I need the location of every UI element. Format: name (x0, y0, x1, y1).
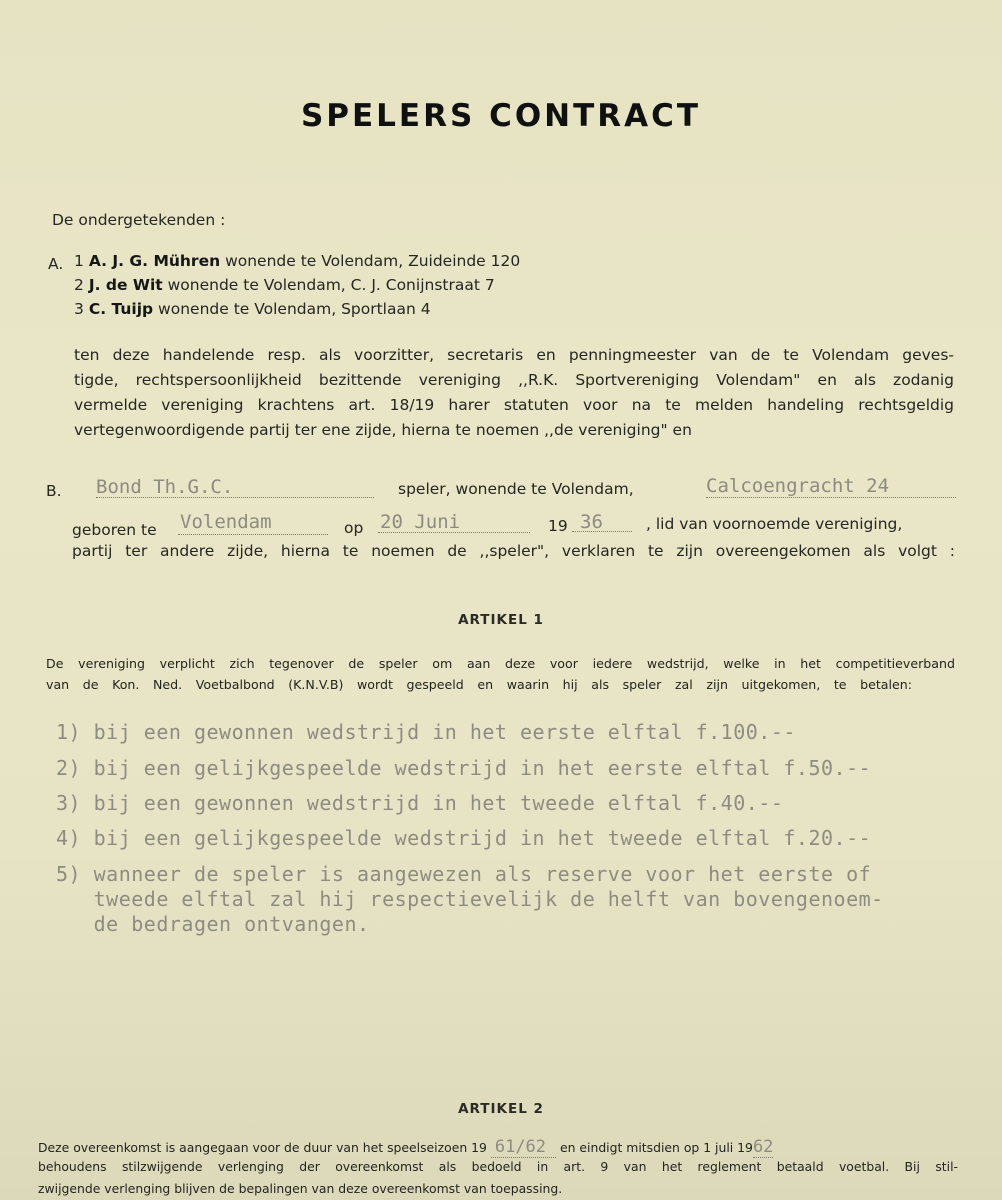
player-name-field: Bond Th.G.C. (96, 476, 234, 498)
party-b-label: B. (46, 482, 62, 500)
document-title: SPELERS CONTRACT (300, 98, 702, 134)
birth-year-field: 36 (580, 511, 603, 533)
birthplace-dotted-line (178, 534, 328, 535)
party-b-text: speler, wonende te Volendam, (398, 480, 634, 498)
paragraph-line-1: ten deze handelende resp. als voorzitter, secretaris en penningmeester van de te Volendam geves- (74, 346, 954, 364)
member-address: wonende te Volendam, C. J. Conijnstraat 7 (167, 276, 495, 294)
payment-item-4: 4) bij een gelijkgespeelde wedstrijd in het tweede elftal f.20.-- (56, 826, 872, 850)
party-a-member-3 (74, 300, 431, 318)
address-dotted-line (706, 497, 956, 498)
paragraph-line-3: vermelde vereniging krachtens art. 18/19 harer statuten voor na te melden handeling rechtsgeldig (74, 396, 954, 414)
party-a-member-2 (74, 276, 495, 294)
party-b-member-text: , lid van voornoemde vereniging, (646, 515, 903, 533)
artikel-2-heading: ARTIKEL 2 (458, 1101, 544, 1117)
artikel-1-line-1: De vereniging verplicht zich tegenover de speler om aan deze voor iedere wedstrijd, welke in het competitieverband (46, 656, 955, 671)
artikel-1-line-2: van de Kon. Ned. Voetbalbond (K.N.V.B) wordt gespeeld en waarin hij als speler zal zijn uitgekomen, te betalen: (46, 677, 912, 692)
member-number: 1 (74, 252, 84, 270)
end-year-field: 62 (752, 1137, 774, 1157)
party-a-label: A. (48, 255, 64, 273)
payment-item-5-cont-2: de bedragen ontvangen. (56, 912, 370, 936)
year-dotted-line (572, 531, 632, 532)
payment-item-5: 5) wanneer de speler is aangewezen als reserve voor het eerste of (56, 862, 872, 886)
member-address: wonende te Volendam, Zuideinde 120 (225, 252, 521, 270)
season-text: Deze overeenkomst is aangegaan voor de duur van het speelseizoen 19 (38, 1140, 487, 1155)
party-b-line-3: partij ter andere zijde, hierna te noemen de ,,speler", verklaren te zijn overeengekomen als volgt : (72, 542, 955, 560)
paragraph-line-4: vertegenwoordigende partij ter ene zijde, hierna te noemen ,,de vereniging" en (74, 421, 692, 439)
artikel-2-line-3: zwijgende verlenging blijven de bepalingen van deze overeenkomst van toepassing. (38, 1181, 563, 1196)
paragraph-line-2: tigde, rechtspersoonlijkheid bezittende vereniging ,,R.K. Sportvereniging Volendam" en als zodanig (74, 371, 954, 389)
artikel-1-heading: ARTIKEL 1 (458, 612, 544, 628)
payment-item-1: 1) bij een gewonnen wedstrijd in het eerste elftal f.100.-- (56, 720, 796, 744)
birthdate-dotted-line (378, 532, 530, 533)
end-text: en eindigt mitsdien op 1 juli 19 (559, 1140, 753, 1155)
payment-item-2: 2) bij een gelijkgespeelde wedstrijd in het eerste elftal f.50.-- (56, 756, 872, 780)
payment-item-5-cont-1: tweede elftal zal hij respectievelijk de helft van bovengenoem- (56, 887, 884, 911)
party-a-member-1 (74, 252, 520, 270)
artikel-2-line-1 (38, 1137, 773, 1157)
payment-item-3: 3) bij een gewonnen wedstrijd in het tweede elftal f.40.-- (56, 791, 784, 815)
birthplace-field: Volendam (180, 511, 272, 533)
intro-text: De ondergetekenden : (52, 211, 226, 229)
season-field: 61/62 (491, 1137, 556, 1158)
member-name: J. de Wit (88, 276, 163, 294)
name-dotted-line (96, 497, 374, 498)
born-label: geboren te (72, 521, 157, 539)
birthdate-field: 20 Juni (380, 511, 461, 533)
year-prefix: 19 (548, 517, 568, 535)
member-address: wonende te Volendam, Sportlaan 4 (158, 300, 431, 318)
member-name: C. Tuijp (88, 300, 154, 318)
member-number: 3 (74, 300, 84, 318)
player-address-field: Calcoengracht 24 (706, 475, 890, 497)
member-number: 2 (74, 276, 84, 294)
member-name: A. J. G. Mühren (88, 252, 221, 270)
artikel-2-line-2: behoudens stilzwijgende verlenging der overeenkomst als bedoeld in art. 9 van het reglement betaald voetbal. Bij stil- (38, 1159, 958, 1174)
op-label: op (344, 519, 364, 537)
